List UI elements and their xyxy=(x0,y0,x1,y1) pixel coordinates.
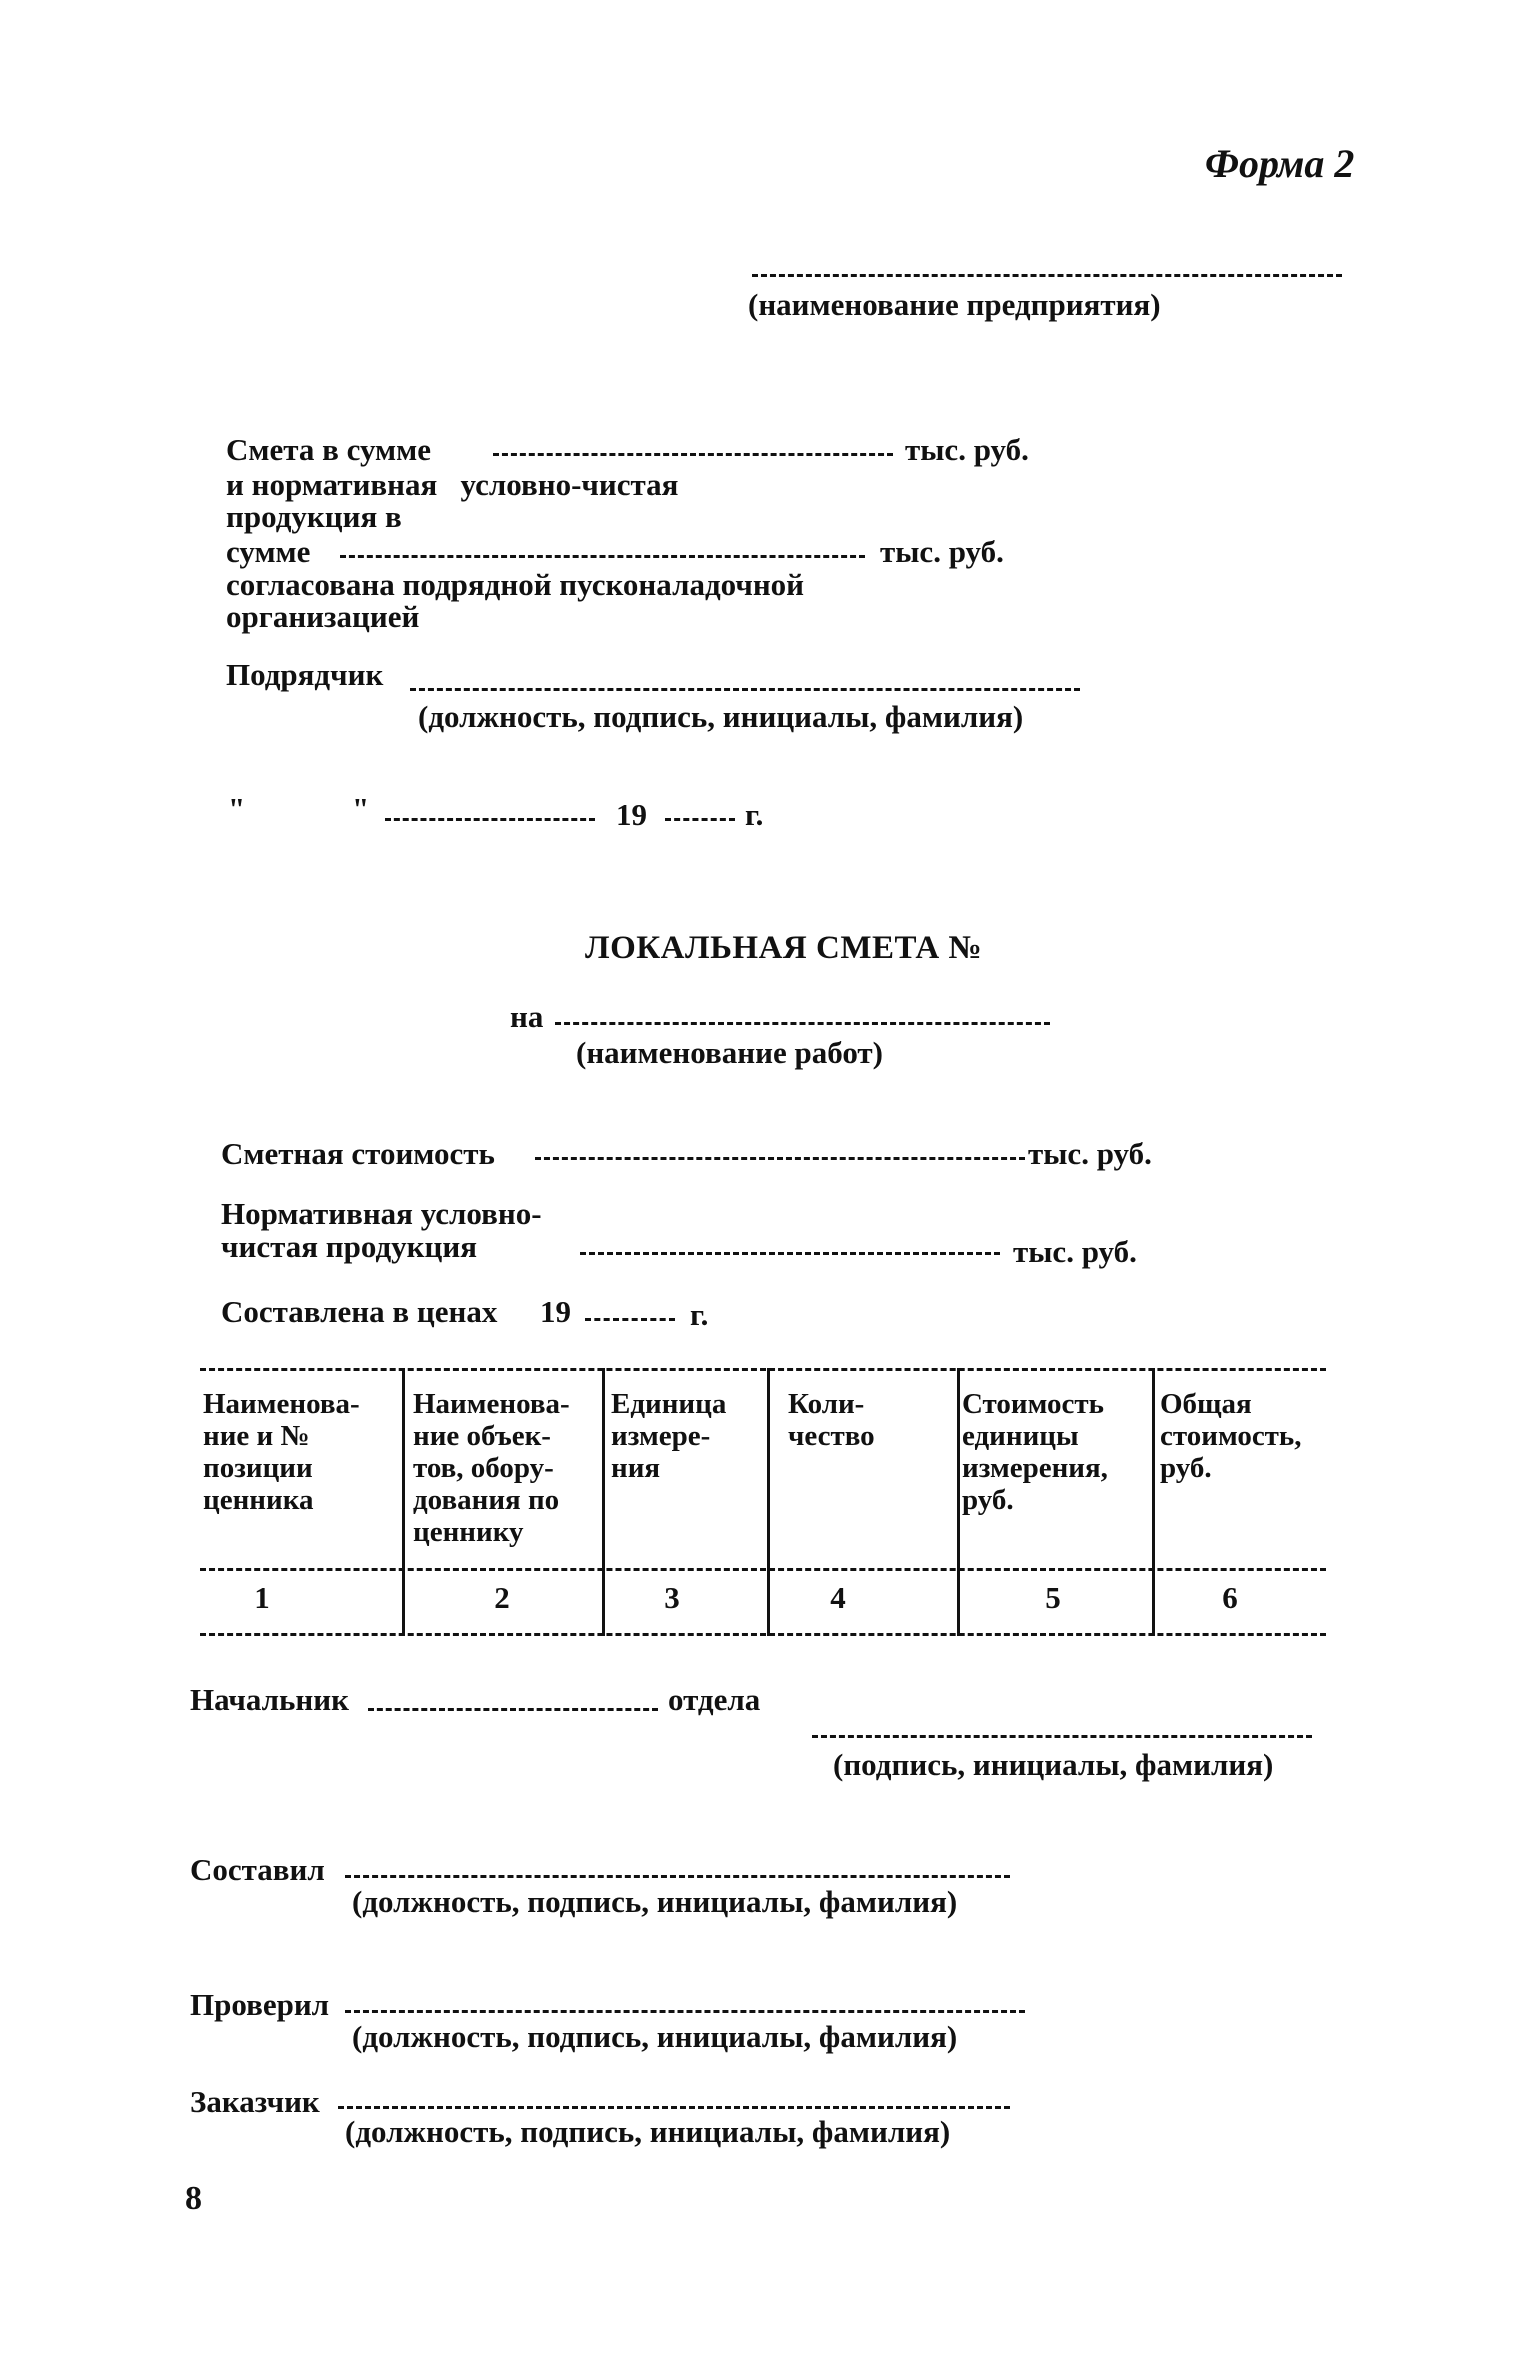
work-name-line xyxy=(555,1022,1050,1025)
compiled-signature-line xyxy=(345,1875,1010,1878)
form-number: Форма 2 xyxy=(1205,141,1355,186)
compiled-label: Составил xyxy=(190,1852,325,1887)
agreement-sum-line xyxy=(493,453,893,456)
contractor-caption: (должность, подпись, инициалы, фамилия) xyxy=(418,699,1024,734)
date-year-line xyxy=(665,818,735,821)
table-header-quantity: Коли- чество xyxy=(788,1388,875,1452)
table-col-divider-5 xyxy=(1152,1368,1155,1636)
customer-label: Заказчик xyxy=(190,2084,320,2119)
agreement-line4-unit: тыс. руб. xyxy=(880,534,1004,569)
cost-label: Сметная стоимость xyxy=(221,1136,495,1171)
cost-line xyxy=(535,1157,1025,1160)
date-quote-open: " xyxy=(228,791,246,826)
agreement-line5: согласована подрядной пусконаладочной xyxy=(226,567,805,602)
customer-caption: (должность, подпись, инициалы, фамилия) xyxy=(345,2114,951,2149)
compiled-caption: (должность, подпись, инициалы, фамилия) xyxy=(352,1884,958,1919)
table-col-number: 1 xyxy=(254,1580,270,1615)
head-of-dept-label: Начальник xyxy=(190,1682,349,1717)
table-number-divider xyxy=(200,1633,1326,1636)
work-caption: (наименование работ) xyxy=(576,1035,883,1070)
table-top-border xyxy=(200,1368,1326,1371)
cost-unit: тыс. руб. xyxy=(1028,1136,1152,1171)
enterprise-caption: (наименование предприятия) xyxy=(748,287,1161,322)
agreement-line2: и нормативная условно-чистая xyxy=(226,467,679,502)
head-of-dept-caption: (подпись, инициалы, фамилия) xyxy=(833,1747,1274,1782)
table-header-divider xyxy=(200,1568,1326,1571)
prices-year-line xyxy=(585,1318,675,1321)
head-of-dept-suffix: отдела xyxy=(668,1682,761,1717)
table-col-divider-4 xyxy=(957,1368,960,1636)
table-col-number: 5 xyxy=(1045,1580,1061,1615)
table-header-objects: Наименова- ние объек- тов, обору- дования по ценнику xyxy=(413,1388,570,1548)
checked-signature-line xyxy=(345,2010,1025,2013)
agreement-line1-label: Смета в сумме xyxy=(226,432,432,467)
date-quote-close: " xyxy=(352,791,370,826)
agreement-line4-label: сумме xyxy=(226,534,311,569)
normative-unit: тыс. руб. xyxy=(1013,1234,1137,1269)
table-col-number: 3 xyxy=(664,1580,680,1615)
date-month-line xyxy=(385,818,595,821)
date-year-suffix: г. xyxy=(745,797,764,832)
agreement-product-line xyxy=(340,555,865,558)
checked-label: Проверил xyxy=(190,1987,330,2022)
page-number: 8 xyxy=(185,2180,202,2217)
table-header-unit: Единица измере- ния xyxy=(611,1388,727,1484)
table-header-position: Наименова- ние и № позиции ценника xyxy=(203,1388,360,1516)
table-col-number: 6 xyxy=(1222,1580,1238,1615)
prices-label: Составлена в ценах xyxy=(221,1294,498,1329)
normative-line1: Нормативная условно- xyxy=(221,1196,542,1231)
estimate-table xyxy=(200,1368,1326,1638)
agreement-line3: продукция в xyxy=(226,499,402,534)
agreement-line1-unit: тыс. руб. xyxy=(905,432,1029,467)
table-col-divider-2 xyxy=(602,1368,605,1636)
enterprise-name-line xyxy=(752,274,1342,277)
checked-caption: (должность, подпись, инициалы, фамилия) xyxy=(352,2019,958,2054)
table-col-divider-3 xyxy=(767,1368,770,1636)
agreement-line6: организацией xyxy=(226,599,420,634)
contractor-label: Подрядчик xyxy=(226,657,384,692)
normative-line xyxy=(580,1252,1000,1255)
head-of-dept-signature-line xyxy=(812,1735,1312,1738)
head-of-dept-line xyxy=(368,1708,658,1711)
contractor-signature-line xyxy=(410,688,1080,691)
prices-year: 19 xyxy=(540,1294,571,1329)
table-col-divider-1 xyxy=(402,1368,405,1636)
normative-line2: чистая продукция xyxy=(221,1229,477,1264)
table-header-total-cost: Общая стоимость, руб. xyxy=(1160,1388,1302,1484)
prices-suffix: г. xyxy=(690,1297,709,1332)
table-col-number: 4 xyxy=(830,1580,846,1615)
document-title: ЛОКАЛЬНАЯ СМЕТА № xyxy=(585,930,983,966)
table-header-unit-cost: Стоимость единицы измерения, руб. xyxy=(962,1388,1108,1516)
table-col-number: 2 xyxy=(494,1580,510,1615)
date-year-prefix: 19 xyxy=(616,797,647,832)
work-prefix: на xyxy=(510,999,544,1034)
customer-signature-line xyxy=(338,2106,1010,2109)
